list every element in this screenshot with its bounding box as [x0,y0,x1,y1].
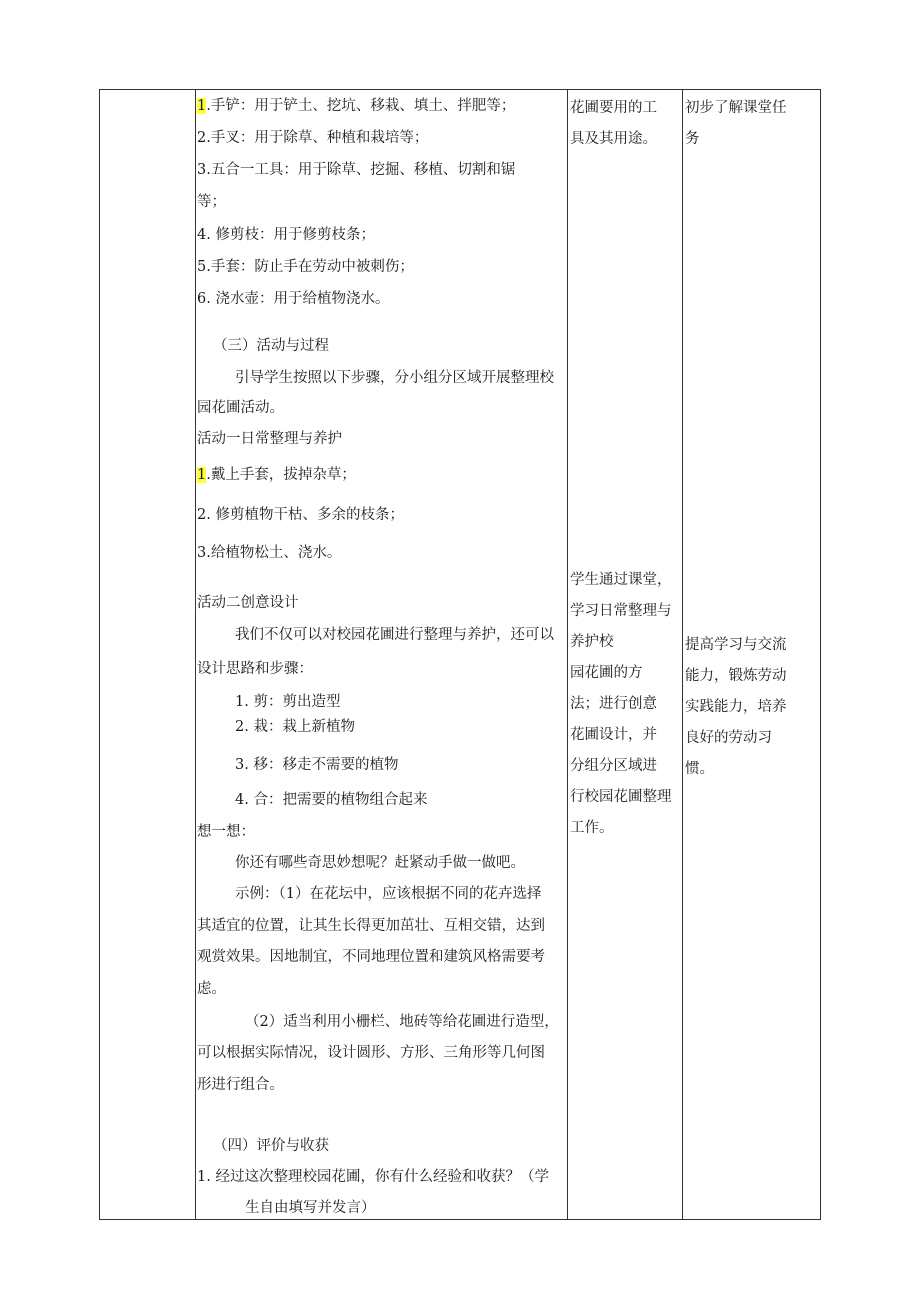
tool-item-4: 4. 修剪枝：用于修剪枝条； [197,227,375,243]
activity-2-title: 活动二创意设计 [197,595,299,611]
evaluation-question-line-1: 1. 经过这次整理校园花圃，你有什么经验和收获？（学 [197,1169,549,1185]
design-step-1: 1. 剪：剪出造型 [235,694,341,710]
tool-item-1 [197,96,515,116]
activity-heading: （三）活动与过程 [213,338,329,354]
tool-item-6: 6. 浇水壶：用于给植物浇水。 [197,291,390,307]
activity-1-item-2: 2. 修剪植物干枯、多余的枝条； [197,507,404,523]
activity-intro-line-1: 引导学生按照以下步骤，分小组分区域开展整理校 [235,370,554,386]
tool-item-5: 5.手套：防止手在劳动中被刺伤； [197,259,414,275]
example-1-line-3: 观赏效果。因地制宜，不同地理位置和建筑风格需要考 [197,949,545,965]
design-step-2: 2. 栽：栽上新植物 [235,719,355,735]
table-top-border [99,89,821,90]
highlight-mark: 1 [197,98,207,114]
activity-2-intro-line-2: 设计思路和步骤： [197,661,313,677]
activity-1-item-1-text: .戴上手套，拔掉杂草； [206,467,356,483]
tool-item-3: 3.五合一工具：用于除草、挖掘、移植、切割和锯 [197,162,516,178]
activity-1-item-3: 3.给植物松土、浇水。 [197,545,342,561]
table-right-border [820,89,821,1220]
purpose-cell-middle: 学生通过课堂， 学习日常整理与 养护校 园花圃的方 法；进行创意 花圃设计，并 分组分区域进 行校园花圃整理 工作。 [570,572,672,836]
design-step-3: 3. 移：移走不需要的植物 [235,757,399,773]
activity-2-intro-line-1: 我们不仅可以对校园花圃进行整理与养护，还可以 [235,627,554,643]
example-1-line-4: 虑。 [197,981,226,997]
purpose-cell-top: 花圃要用的工 具及其用途。 [570,100,657,147]
tool-item-1-text: .手铲：用于铲土、挖坑、移栽、填土、拌肥等； [206,98,516,114]
goal-cell-middle: 提高学习与交流 能力，锻炼劳动 实践能力，培养 良好的劳动习 惯。 [685,637,787,777]
example-2-line-2: 可以根据实际情况，设计圆形、方形、三角形等几何图 [197,1045,545,1061]
think-title: 想一想： [197,824,255,840]
example-1-line-2: 其适宜的位置，让其生长得更加茁壮、互相交错，达到 [197,918,545,934]
activity-intro-line-2: 园花圃活动。 [197,400,284,416]
tool-item-2: 2.手叉：用于除草、种植和栽培等； [197,130,429,146]
goal-cell-top: 初步了解课堂任 务 [685,100,787,147]
example-2-line-3: 形进行组合。 [197,1077,284,1093]
tool-item-3-cont: 等； [197,194,226,210]
table-left-border [99,89,100,1220]
evaluation-heading: （四）评价与收获 [213,1138,329,1154]
activity-1-title: 活动一日常整理与养护 [197,431,342,447]
table-divider-3 [682,89,683,1220]
example-1-line-1: 示例：（1）在花坛中，应该根据不同的花卉选择 [235,886,542,902]
example-2-line-1: （2）适当利用小栅栏、地砖等给花圃进行造型， [245,1014,559,1030]
table-divider-1 [195,89,196,1220]
table-bottom-border [99,1219,821,1220]
highlight-mark: 1 [197,467,207,483]
table-divider-2 [567,89,568,1220]
design-step-4: 4. 合：把需要的植物组合起来 [235,792,428,808]
activity-1-item-1 [197,465,356,485]
evaluation-question-line-2: 生自由填写并发言） [245,1200,376,1216]
think-question: 你还有哪些奇思妙想呢？赶紧动手做一做吧。 [235,855,525,871]
